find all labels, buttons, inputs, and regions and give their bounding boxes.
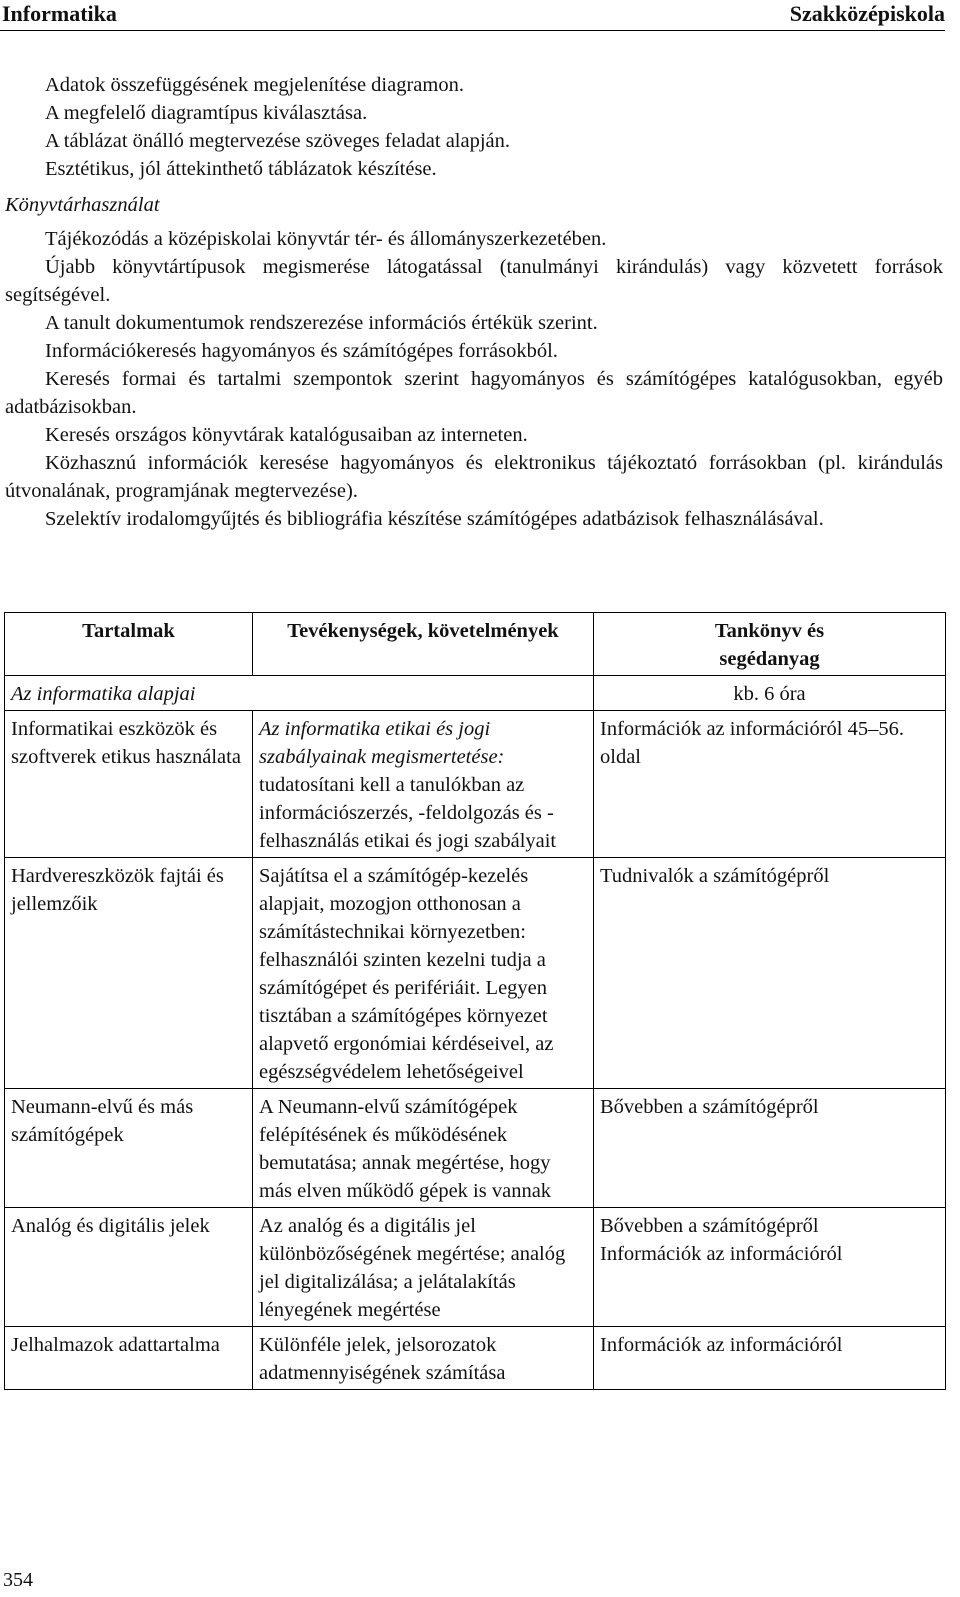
topic-hours: kb. 6 óra	[594, 676, 946, 711]
table-header-row	[5, 613, 946, 676]
section-item: A tanult dokumentumok rendszerezése információs értékük szerint.	[45, 312, 598, 334]
row-activity: Sajátítsa el a számítógép-kezelés alapjait, mozogjon otthonosan a számítástechnikai környezetben: felhasználói szinten kezelni tudja a számítógépet és perifériáit. Legyen tisztában a számítógépes környezet alapvető ergonómiai kérdéseivel, az egészségvédelem lehetőségeivel	[253, 858, 594, 1089]
table-row	[5, 1089, 946, 1208]
row-activity: Az analóg és a digitális jel különbözőségének megértése; analóg jel digitalizálása; a jelátalakítás lényegének megértése	[253, 1208, 594, 1327]
row-content: Neumann-elvű és más számítógépek	[5, 1089, 253, 1208]
activity-text: tudatosítani kell a tanulókban az információszerzés, -feldolgozás és -felhasználás etikai és jogi szabályait	[259, 774, 557, 852]
row-resource: Információk az információról	[594, 1327, 946, 1390]
row-activity: Különféle jelek, jelsorozatok adatmennyiségének számítása	[253, 1327, 594, 1390]
section-item: Keresés országos könyvtárak katalógusaiban az interneten.	[45, 424, 528, 446]
intro-line: Adatok összefüggésének megjelenítése diagramon.	[45, 74, 464, 96]
section-title: Könyvtárhasználat	[5, 194, 160, 216]
header-activities: Tevékenységek, követelmények	[253, 613, 594, 676]
intro-line: Esztétikus, jól áttekinthető táblázatok készítése.	[45, 158, 437, 180]
row-content: Jelhalmazok adattartalma	[5, 1327, 253, 1390]
section-item: Közhasznú információk keresése hagyományos és elektronikus tájékoztató forrásokban (pl. kirándulás útvonalának, programjának megtervezése).	[5, 452, 943, 502]
section-item: Tájékozódás a középiskolai könyvtár tér- és állományszerkezetében.	[45, 228, 607, 250]
header-contents: Tartalmak	[5, 613, 253, 676]
row-resource: Bővebben a számítógépről	[594, 1089, 946, 1208]
row-resource: Tudnivalók a számítógépről	[594, 858, 946, 1089]
header-subject: Informatika	[2, 1, 117, 26]
row-content: Analóg és digitális jelek	[5, 1208, 253, 1327]
section-item: Szelektív irodalomgyűjtés és bibliográfia készítése számítógépes adatbázisok felhasználásával.	[45, 508, 824, 530]
row-resource: Bővebben a számítógépről Információk az információról	[594, 1208, 946, 1327]
intro-line: A megfelelő diagramtípus kiválasztása.	[45, 102, 368, 124]
header-resources: Tankönyv és segédanyag	[594, 613, 946, 676]
intro-line: A táblázat önálló megtervezése szöveges feladat alapján.	[45, 130, 511, 152]
topic-title: Az informatika alapjai	[5, 676, 594, 711]
row-activity: A Neumann-elvű számítógépek felépítésének és működésének bemutatása; annak megértése, hogy más elven működő gépek is vannak	[253, 1089, 594, 1208]
table-row	[5, 858, 946, 1089]
topic-row	[5, 676, 946, 711]
intro-text	[5, 71, 943, 533]
row-activity	[253, 711, 594, 858]
section-item: Újabb könyvtártípusok megismerése látogatással (tanulmányi kirándulás) vagy közvetett források segítségével.	[5, 256, 943, 306]
row-resource: Információk az információról 45–56. oldal	[594, 711, 946, 858]
curriculum-table	[4, 612, 946, 1390]
row-content: Hardvereszközök fajtái és jellemzőik	[5, 858, 253, 1089]
table-row	[5, 1208, 946, 1327]
activity-italic: Az informatika etikai és jogi szabályainak megismertetése:	[259, 718, 505, 768]
page-number: 354	[3, 1569, 33, 1591]
row-content: Informatikai eszközök és szoftverek etikus használata	[5, 711, 253, 858]
section-item: Keresés formai és tartalmi szempontok szerint hagyományos és számítógépes katalógusokban, egyéb adatbázisokban.	[5, 368, 943, 418]
page-header	[0, 0, 945, 31]
table-row	[5, 711, 946, 858]
section-item: Információkeresés hagyományos és számítógépes forrásokból.	[45, 340, 558, 362]
table-row	[5, 1327, 946, 1390]
header-school-type: Szakközépiskola	[789, 1, 945, 26]
